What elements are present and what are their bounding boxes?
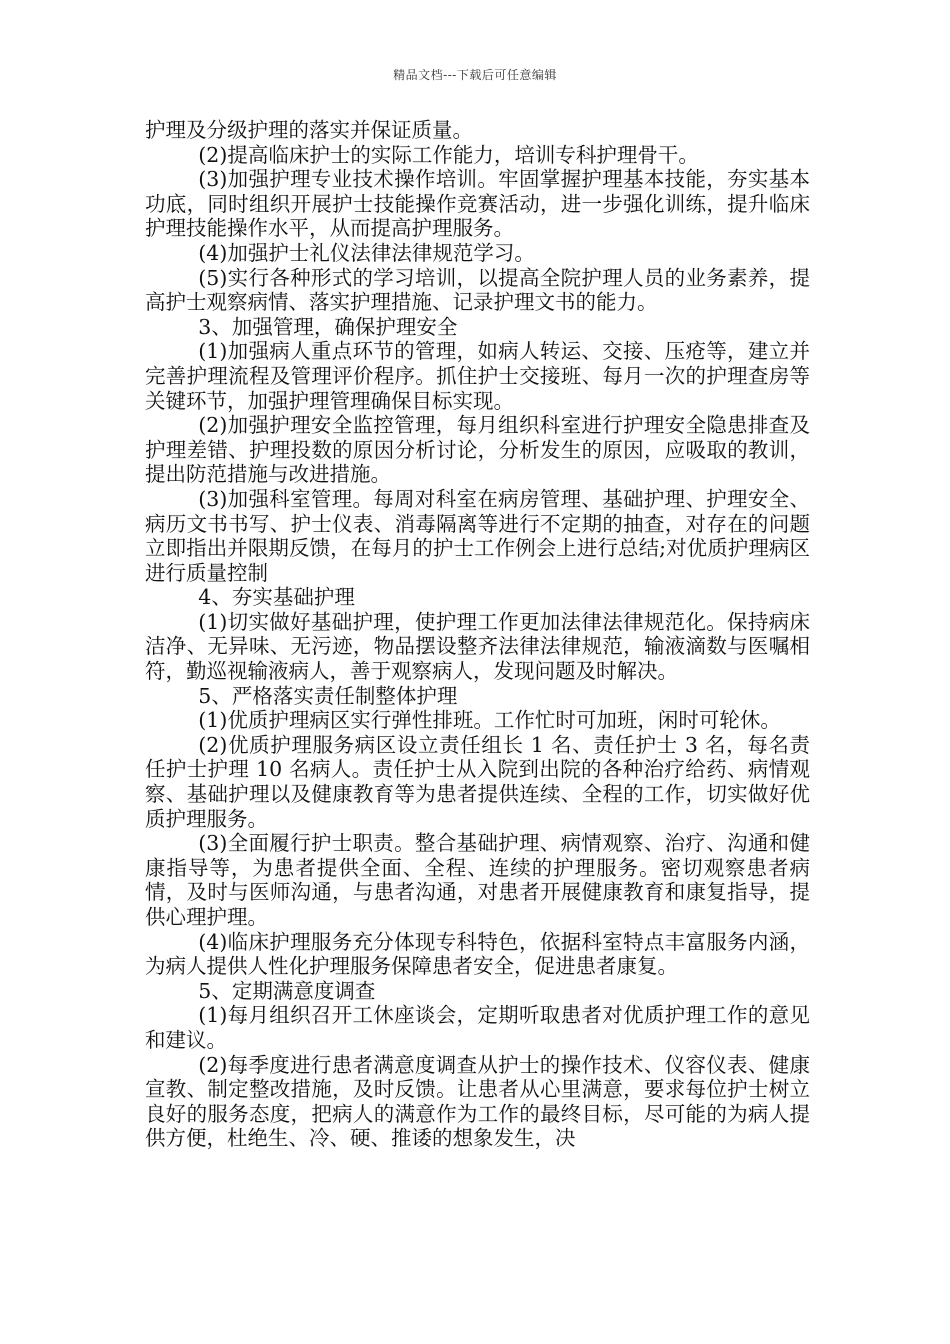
section-heading: 4、夯实基础护理	[198, 585, 355, 610]
section-heading: 5、严格落实责任制整体护理	[198, 683, 458, 708]
paragraph-item: (1)加强病人重点环节的管理，如病人转运、交接、压疮等，建立并完善护理流程及管理评价程序。抓住护士交接班、每月一次的护理查房等关键环节，加强护理管理确保目标实现。	[145, 339, 810, 413]
paragraph-item: (3)全面履行护士职责。整合基础护理、病情观察、治疗、沟通和健康指导等，为患者提供全面、全程、连续的护理服务。密切观察患者病情，及时与医师沟通，与患者沟通，对患者开展健康教育和康复指导，提供心理护理。	[145, 831, 810, 929]
paragraph-item: (1)优质护理病区实行弹性排班。工作忙时可加班，闲时可轮休。	[198, 708, 781, 733]
paragraph-item: (3)加强科室管理。每周对科室在病房管理、基础护理、护理安全、病历文书书写、护士仪表、消毒隔离等进行不定期的抽查，对存在的问题立即指出并限期反馈，在每月的护士工作例会上进行总结;对优质护理病区进行质量控制	[145, 486, 810, 585]
paragraph-item: (5)实行各种形式的学习培训，以提高全院护理人员的业务素养，提高护士观察病情、落实护理措施、记录护理文书的能力。	[145, 265, 810, 315]
paragraph-item: (2)加强护理安全监控管理，每月组织科室进行护理安全隐患排查及护理差错、护理投数的原因分析讨论，分析发生的原因，应吸取的教训，提出防范措施与改进措施。	[145, 413, 810, 487]
document-body	[145, 118, 810, 1151]
paragraph-item: (2)提高临床护士的实际工作能力，培训专科护理骨干。	[198, 142, 699, 167]
paragraph-item: (2)优质护理服务病区设立责任组长 1 名、责任护士 3 名，每名责任护士护理 10 名病人。责任护士从入院到出院的各种治疗给药、病情观察、基础护理以及健康教育等为患者提供连续、全程的工作，切实做好优质护理服务。	[145, 732, 810, 831]
page-header: 精品文档---下载后可任意编辑	[393, 68, 557, 82]
section-heading: 5、定期满意度调查	[198, 978, 376, 1003]
paragraph-item: (4)加强护士礼仪法律法律规范学习。	[198, 240, 535, 265]
paragraph-item: (4)临床护理服务充分体现专科特色，依据科室特点丰富服务内涵，为病人提供人性化护理服务保障患者安全，促进患者康复。	[145, 929, 810, 979]
paragraph-continuation: 护理及分级护理的落实并保证质量。	[145, 118, 473, 142]
paragraph-item: (1)切实做好基础护理，使护理工作更加法律法律规范化。保持病床洁净、无异味、无污迹，物品摆设整齐法律法律规范，输液滴数与医嘱相符，勤巡视输液病人，善于观察病人，发现问题及时解决。	[145, 609, 810, 684]
section-heading: 3、加强管理，确保护理安全	[198, 314, 458, 339]
paragraph-item: (3)加强护理专业技术操作培训。牢固掌握护理基本技能，夯实基本功底，同时组织开展护士技能操作竞赛活动，进一步强化训练，提升临床护理技能操作水平，从而提高护理服务。	[145, 167, 810, 241]
paragraph-item: (1)每月组织召开工休座谈会，定期听取患者对优质护理工作的意见和建议。	[145, 1003, 810, 1052]
paragraph-item: (2)每季度进行患者满意度调查从护士的操作技术、仪容仪表、健康宣教、制定整改措施，及时反馈。让患者从心里满意，要求每位护士树立良好的服务态度，把病人的满意作为工作的最终目标，尽可能的为病人提供方便，杜绝生、冷、硬、推诿的想象发生，决	[145, 1052, 810, 1151]
